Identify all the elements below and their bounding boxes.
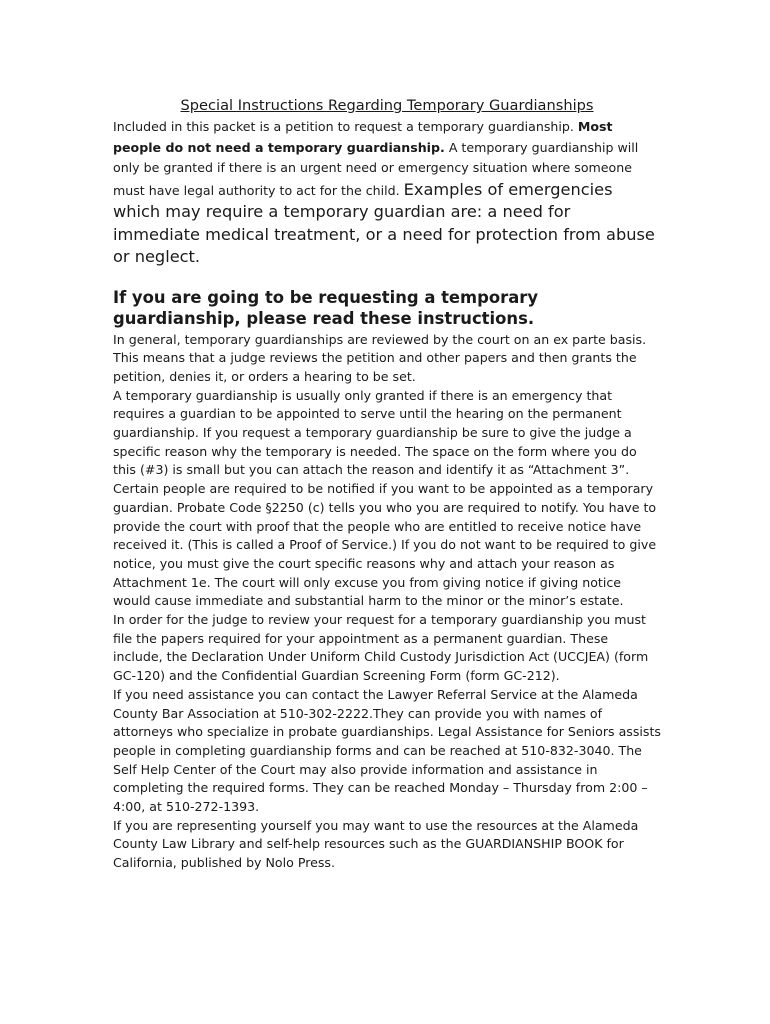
instructions-heading: If you are going to be requesting a temporary guardianship, please read these instructions. bbox=[113, 287, 539, 328]
paragraph-resources: If you are representing yourself you may want to use the resources at the Alameda County Law Library and self-help resources such as the GUARDIANSHIP BOOK for California, published by Nolo Press. bbox=[113, 817, 639, 871]
paragraph-required-papers: In order for the judge to review your request for a temporary guardianship you must file the papers required for your appointment as a permanent guardian. These include, the Declaration Under Uniform Child Custody Jurisdiction Act (UCCJEA) (form GC-120) and the Confidential Guardian Screening Form (form GC-212). bbox=[113, 612, 649, 684]
paragraph-notice: Certain people are required to be notified if you want to be appointed as a temporary guardian. Probate Code §2250 (c) tells you who you are required to notify. You have to provide the court with proof that the people who are entitled to receive notice have received it. (This is called a Proof of Service.) If you do not want to be required to give notice, you must give the court specific reasons why and attach your reason as Attachment 1e. The court will only excuse you from giving notice if giving notice would cause immediate and substantial harm to the minor or the minor’s estate. bbox=[113, 481, 657, 609]
intro-text-1: Included in this packet is a petition to request a temporary guardianship. bbox=[113, 119, 578, 134]
intro-paragraph bbox=[113, 117, 661, 269]
intro-bold-text: Most people do not need a temporary guardianship. bbox=[113, 119, 613, 155]
document-title: Special Instructions Regarding Temporary Guardianships bbox=[180, 97, 594, 114]
paragraph-ex-parte: In general, temporary guardianships are reviewed by the court on an ex parte basis. This means that a judge reviews the petition and other papers and then grants the petition, denies it, or orders a hearing to be set. bbox=[113, 331, 647, 384]
intro-emergency-examples: Examples of emergencies which may require a temporary guardian are: a need for immediate medical treatment, or a need for protection from abuse or neglect. bbox=[113, 179, 655, 266]
document-body bbox=[113, 96, 661, 873]
intro-text-2: A temporary guardianship will only be granted if there is an urgent need or emergency situation where someone must have legal authority to act for the child. bbox=[113, 139, 639, 198]
paragraph-assistance: If you need assistance you can contact the Lawyer Referral Service at the Alameda County Bar Association at 510-302-2222.They can provide you with names of attorneys who specialize in probate guardianships. Legal Assistance for Seniors assists people in completing guardianship forms and can be reached at 510-832-3040. The Self Help Center of the Court may also provide information and assistance in completing the required forms. They can be reached Monday – Thursday from 2:00 – 4:00, at 510-272-1393. bbox=[113, 686, 661, 815]
paragraph-emergency: A temporary guardianship is usually only granted if there is an emergency that requires a guardian to be appointed to serve until the hearing on the permanent guardianship. If you request a temporary guardianship be sure to give the judge a specific reason why the temporary is needed. The space on the form where you do this (#3) is small but you can attach the reason and identify it as “Attachment 3”. bbox=[113, 387, 637, 478]
